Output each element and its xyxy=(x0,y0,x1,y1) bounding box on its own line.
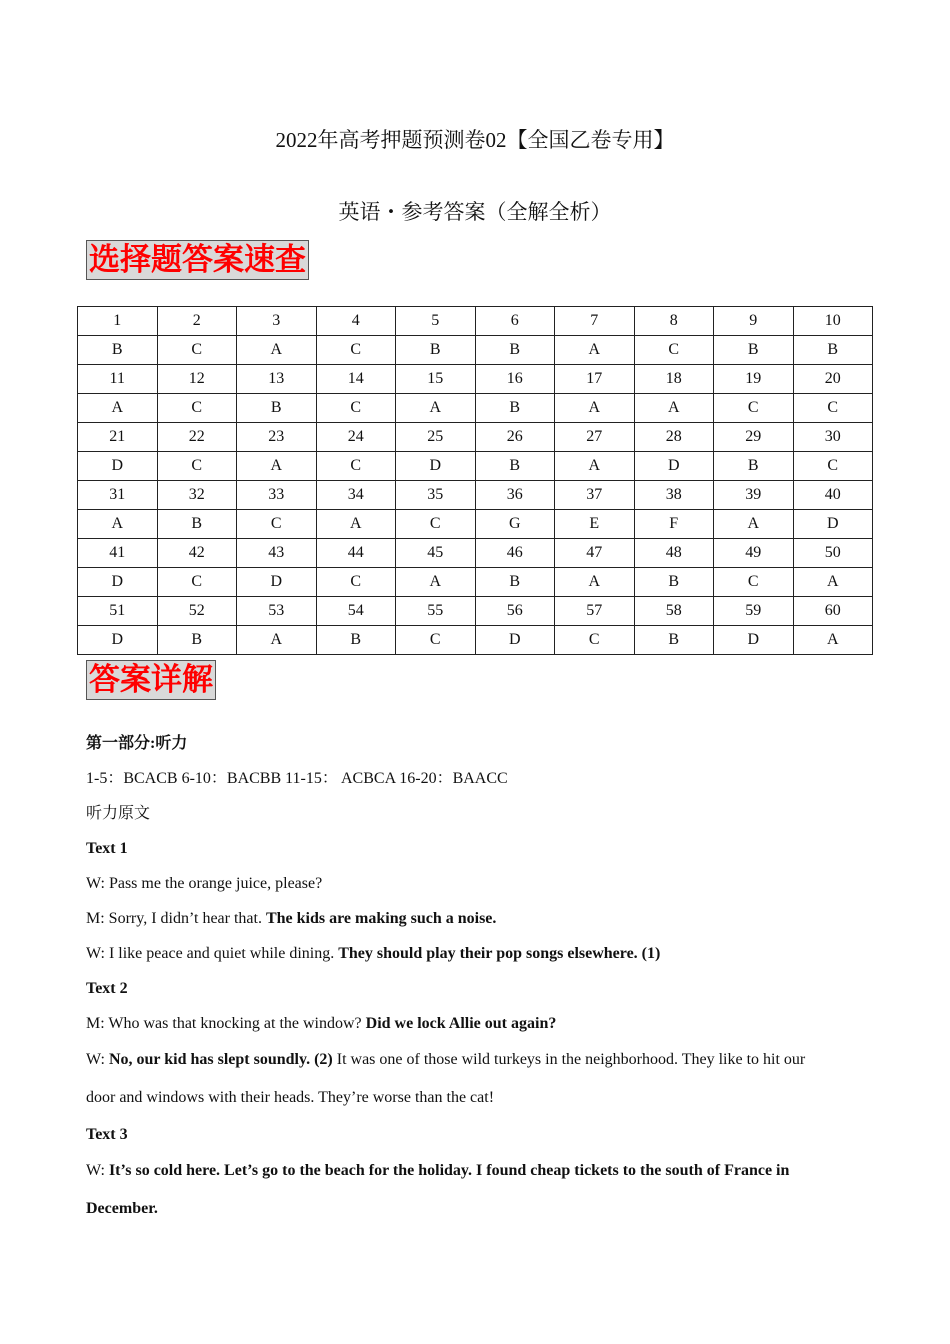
answer-cell: C xyxy=(316,394,396,423)
question-number-cell: 49 xyxy=(714,539,794,568)
answer-cell: D xyxy=(714,626,794,655)
question-number-cell: 51 xyxy=(78,597,158,626)
question-number-cell: 44 xyxy=(316,539,396,568)
text2-line2 xyxy=(86,1041,866,1079)
text3-line1-bold: It’s so cold here. Let’s go to the beach for the holiday. I found cheap tickets to the south of France in xyxy=(108,1162,790,1179)
text1-label: Text 1 xyxy=(86,840,128,857)
text2-label: Text 2 xyxy=(86,980,128,997)
question-number-cell: 56 xyxy=(475,597,555,626)
answer-cell: B xyxy=(793,336,873,365)
question-number-cell: 48 xyxy=(634,539,714,568)
question-number-cell: 60 xyxy=(793,597,873,626)
answer-cell: B xyxy=(475,394,555,423)
question-number-cell: 37 xyxy=(555,481,635,510)
question-number-cell: 47 xyxy=(555,539,635,568)
answer-cell: B xyxy=(475,336,555,365)
question-number-cell: 22 xyxy=(157,423,237,452)
question-number-cell: 13 xyxy=(237,365,317,394)
answer-cell: G xyxy=(475,510,555,539)
question-number-cell: 3 xyxy=(237,307,317,336)
text1-line3 xyxy=(86,936,866,971)
answer-cell: B xyxy=(157,510,237,539)
answer-cell: A xyxy=(316,510,396,539)
answer-cell: A xyxy=(555,568,635,597)
text1-line3-bold: They should play their pop songs elsewhere. (1) xyxy=(338,945,661,962)
text3-line2-bold: December. xyxy=(86,1200,158,1217)
text1-line3-plain: W: I like peace and quiet while dining. xyxy=(86,945,339,962)
answer-row xyxy=(78,626,873,655)
text2-line3: door and windows with their heads. They’re worse than the cat! xyxy=(86,1089,495,1106)
answer-cell: B xyxy=(237,394,317,423)
answer-cell: D xyxy=(793,510,873,539)
answer-cell: B xyxy=(475,568,555,597)
question-number-cell: 28 xyxy=(634,423,714,452)
document-subtitle: 英语・参考答案（全解全析） xyxy=(338,200,612,224)
question-number-cell: 57 xyxy=(555,597,635,626)
detailed-answer-banner: 答案详解 xyxy=(86,660,216,700)
question-number-row xyxy=(78,307,873,336)
answer-cell: A xyxy=(78,394,158,423)
question-number-cell: 43 xyxy=(237,539,317,568)
question-number-cell: 17 xyxy=(555,365,635,394)
question-number-row xyxy=(78,423,873,452)
answer-cell: A xyxy=(555,336,635,365)
text2-line1-plain: M: Who was that knocking at the window? xyxy=(86,1015,366,1032)
text2-line2-prefix: W: xyxy=(86,1051,109,1068)
answer-cell: A xyxy=(237,336,317,365)
answer-cell: A xyxy=(714,510,794,539)
question-number-cell: 40 xyxy=(793,481,873,510)
question-number-cell: 25 xyxy=(396,423,476,452)
answer-cell: B xyxy=(316,626,396,655)
question-number-cell: 8 xyxy=(634,307,714,336)
question-number-cell: 31 xyxy=(78,481,158,510)
answer-cell: A xyxy=(555,394,635,423)
answer-cell: C xyxy=(316,452,396,481)
answer-cell: D xyxy=(475,626,555,655)
answer-cell: A xyxy=(237,626,317,655)
question-number-cell: 4 xyxy=(316,307,396,336)
question-number-cell: 36 xyxy=(475,481,555,510)
text2-line1 xyxy=(86,1006,866,1041)
text1-line2-bold: The kids are making such a noise. xyxy=(265,910,497,927)
answer-cell: D xyxy=(237,568,317,597)
answer-cell: D xyxy=(634,452,714,481)
question-number-cell: 58 xyxy=(634,597,714,626)
answer-cell: B xyxy=(634,626,714,655)
answer-cell: B xyxy=(634,568,714,597)
answer-cell: D xyxy=(78,626,158,655)
answer-cell: C xyxy=(793,452,873,481)
question-number-cell: 38 xyxy=(634,481,714,510)
answer-cell: B xyxy=(714,452,794,481)
answer-cell: A xyxy=(78,510,158,539)
answer-cell: A xyxy=(396,568,476,597)
answer-row xyxy=(78,510,873,539)
answer-cell: A xyxy=(555,452,635,481)
question-number-cell: 15 xyxy=(396,365,476,394)
question-number-cell: 6 xyxy=(475,307,555,336)
quick-answer-banner: 选择题答案速查 xyxy=(86,240,309,280)
answer-cell: A xyxy=(237,452,317,481)
question-number-cell: 46 xyxy=(475,539,555,568)
text2-line1-bold: Did we lock Allie out again? xyxy=(365,1015,557,1032)
answer-cell: D xyxy=(78,568,158,597)
text2-line2-bold: No, our kid has slept soundly. (2) xyxy=(108,1051,333,1068)
answer-table xyxy=(77,306,873,655)
question-number-cell: 27 xyxy=(555,423,635,452)
text3-line2 xyxy=(86,1190,866,1228)
answer-cell: C xyxy=(714,394,794,423)
question-number-cell: 7 xyxy=(555,307,635,336)
listening-answers-line: 1-5：BCACB 6-10：BACBB 11-15： ACBCA 16-20：BAACC xyxy=(86,770,508,787)
answer-cell: C xyxy=(714,568,794,597)
section-heading: 第一部分:听力 xyxy=(86,735,188,752)
text1-line2-plain: M: Sorry, I didn’t hear that. xyxy=(86,910,266,927)
question-number-cell: 18 xyxy=(634,365,714,394)
question-number-row xyxy=(78,597,873,626)
answer-cell: A xyxy=(396,394,476,423)
question-number-cell: 16 xyxy=(475,365,555,394)
question-number-cell: 11 xyxy=(78,365,158,394)
transcript-label: 听力原文 xyxy=(86,805,151,822)
question-number-cell: 53 xyxy=(237,597,317,626)
question-number-cell: 21 xyxy=(78,423,158,452)
answer-cell: C xyxy=(793,394,873,423)
question-number-cell: 50 xyxy=(793,539,873,568)
question-number-cell: 32 xyxy=(157,481,237,510)
answer-cell: B xyxy=(475,452,555,481)
question-number-cell: 30 xyxy=(793,423,873,452)
answer-cell: D xyxy=(78,452,158,481)
question-number-cell: 26 xyxy=(475,423,555,452)
text1-line1: W: Pass me the orange juice, please? xyxy=(86,875,323,892)
answer-cell: C xyxy=(555,626,635,655)
question-number-cell: 19 xyxy=(714,365,794,394)
question-number-cell: 54 xyxy=(316,597,396,626)
answer-cell: A xyxy=(634,394,714,423)
question-number-cell: 5 xyxy=(396,307,476,336)
question-number-cell: 9 xyxy=(714,307,794,336)
answer-cell: C xyxy=(396,626,476,655)
question-number-cell: 34 xyxy=(316,481,396,510)
question-number-cell: 24 xyxy=(316,423,396,452)
answer-cell: B xyxy=(78,336,158,365)
answer-row xyxy=(78,394,873,423)
question-number-cell: 41 xyxy=(78,539,158,568)
answer-cell: C xyxy=(316,336,396,365)
answer-cell: C xyxy=(157,452,237,481)
question-number-cell: 52 xyxy=(157,597,237,626)
question-number-cell: 23 xyxy=(237,423,317,452)
answer-cell: C xyxy=(316,568,396,597)
answer-cell: B xyxy=(714,336,794,365)
answer-row xyxy=(78,452,873,481)
answer-cell: C xyxy=(396,510,476,539)
answer-cell: F xyxy=(634,510,714,539)
answer-cell: E xyxy=(555,510,635,539)
question-number-cell: 1 xyxy=(78,307,158,336)
text3-label: Text 3 xyxy=(86,1126,128,1143)
question-number-cell: 12 xyxy=(157,365,237,394)
question-number-cell: 2 xyxy=(157,307,237,336)
question-number-row xyxy=(78,539,873,568)
question-number-cell: 14 xyxy=(316,365,396,394)
question-number-cell: 42 xyxy=(157,539,237,568)
answer-cell: B xyxy=(396,336,476,365)
text3-line1-prefix: W: xyxy=(86,1162,109,1179)
text3-line1 xyxy=(86,1152,866,1190)
document-title: 2022年高考押题预测卷02【全国乙卷专用】 xyxy=(275,128,675,152)
question-number-row xyxy=(78,481,873,510)
question-number-cell: 20 xyxy=(793,365,873,394)
question-number-row xyxy=(78,365,873,394)
answer-cell: C xyxy=(634,336,714,365)
question-number-cell: 29 xyxy=(714,423,794,452)
answer-cell: A xyxy=(793,568,873,597)
text1-line2 xyxy=(86,901,866,936)
question-number-cell: 35 xyxy=(396,481,476,510)
answer-cell: C xyxy=(157,394,237,423)
answer-cell: C xyxy=(157,568,237,597)
question-number-cell: 55 xyxy=(396,597,476,626)
answer-cell: D xyxy=(396,452,476,481)
text2-line2-rest: It was one of those wild turkeys in the neighborhood. They like to hit our xyxy=(332,1051,806,1068)
answer-cell: C xyxy=(157,336,237,365)
question-number-cell: 10 xyxy=(793,307,873,336)
answer-cell: C xyxy=(237,510,317,539)
question-number-cell: 33 xyxy=(237,481,317,510)
answer-cell: A xyxy=(793,626,873,655)
answer-row xyxy=(78,568,873,597)
answer-row xyxy=(78,336,873,365)
question-number-cell: 59 xyxy=(714,597,794,626)
question-number-cell: 39 xyxy=(714,481,794,510)
answer-explanation xyxy=(86,726,866,1228)
question-number-cell: 45 xyxy=(396,539,476,568)
answer-cell: B xyxy=(157,626,237,655)
